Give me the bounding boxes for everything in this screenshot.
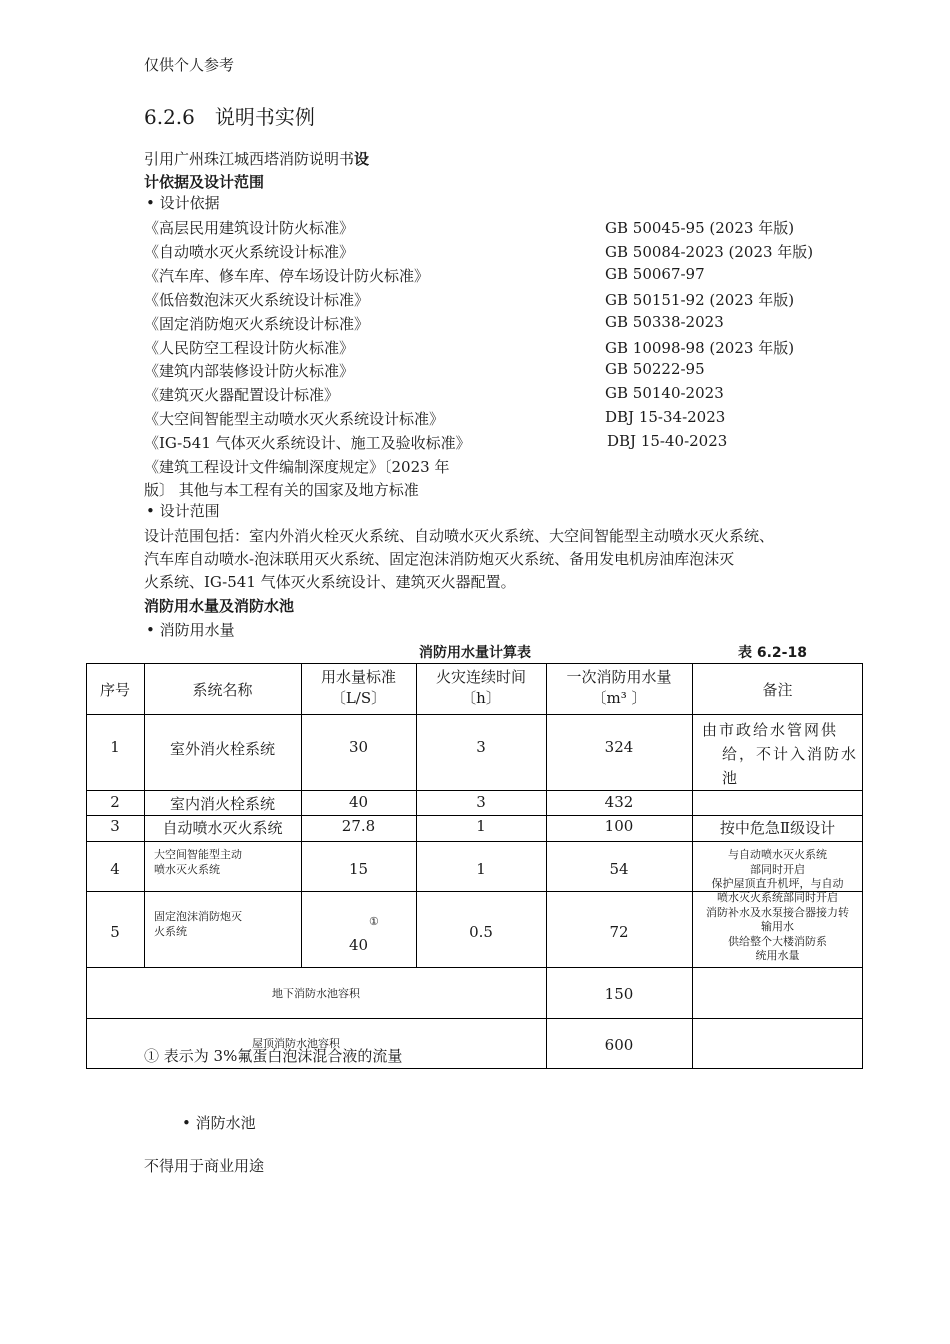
scope-text: 汽车库自动喷水-泡沫联用灭火系统、固定泡沫消防炮灭火系统、备用发电机房油库泡沫灭 — [144, 550, 735, 568]
scope-text: 火系统、IG-541 气体灭火系统设计、建筑灭火器配置。 — [144, 573, 516, 591]
row1-remark: 池 — [722, 769, 738, 787]
header-seq: 序号 — [99, 681, 130, 699]
row3-remark: 按中危急Ⅱ级设计 — [719, 819, 836, 837]
row4-remark: 保护屋顶直升机坪，与自动 — [711, 877, 844, 890]
row4-seq: 4 — [110, 860, 120, 878]
row2-seq: 2 — [110, 793, 120, 811]
row5-system: 火系统 — [154, 925, 187, 938]
row4-vol: 54 — [609, 860, 629, 878]
header-dur-line2: 〔h〕 — [461, 689, 501, 707]
standard-code: GB 50084-2023 (2023 年版) — [605, 243, 814, 261]
footer-note: 不得用于商业用途 — [144, 1157, 265, 1175]
standard-name: 《低倍数泡沫灭火系统设计标准》 — [144, 291, 370, 309]
row1-remark: 由市政给水管网供 — [702, 721, 839, 739]
row5-seq: 5 — [110, 923, 120, 941]
row3-std: 27.8 — [341, 817, 376, 835]
standard-name: 《建筑内部装修设计防火标准》 — [144, 362, 355, 380]
standard-name: 《高层民用建筑设计防火标准》 — [144, 219, 355, 237]
row5-std-mark: ① — [369, 915, 379, 928]
row1-vol: 324 — [604, 738, 634, 756]
header-note: 仅供个人参考 — [144, 56, 235, 74]
section-title: 6.2.6 说明书实例 — [144, 105, 315, 129]
standard-name: 《自动喷水灭火系统设计标准》 — [144, 243, 355, 261]
standard-code: GB 50067-97 — [605, 265, 705, 283]
row3-seq: 3 — [110, 817, 120, 835]
row1-system: 室外消火栓系统 — [169, 740, 275, 758]
row1-dur: 3 — [476, 738, 486, 756]
standard-last-line: 版〕 其他与本工程有关的国家及地方标准 — [144, 481, 419, 499]
standard-code: GB 10098-98 (2023 年版) — [605, 339, 795, 357]
standard-name: 《人民防空工程设计防火标准》 — [144, 339, 355, 357]
standard-name: 《固定消防炮灭火系统设计标准》 — [144, 315, 370, 333]
header-std-line2: 〔L/S〕 — [330, 689, 387, 707]
table-caption: 消防用水量计算表 — [419, 645, 531, 661]
header-dur-line1: 火灾连续时间 — [435, 668, 526, 686]
row1-std: 30 — [348, 738, 369, 756]
bullet-design-basis: • 设计依据 — [146, 194, 220, 212]
row2-dur: 3 — [476, 793, 486, 811]
standard-name: 《建筑灭火器配置设计标准》 — [144, 386, 340, 404]
row5-remark: 喷水灭火系统部同时开启 — [717, 891, 838, 904]
table-footnote: ① 表示为 3%氟蛋白泡沫混合液的流量 — [144, 1047, 403, 1065]
row5-vol: 72 — [609, 923, 629, 941]
row4-dur: 1 — [476, 860, 486, 878]
row4-std: 15 — [348, 860, 369, 878]
row4-system: 喷水灭火系统 — [154, 863, 220, 876]
row3-dur: 1 — [476, 817, 486, 835]
row3-vol: 100 — [604, 817, 634, 835]
row5-remark: 统用水量 — [755, 949, 800, 962]
header-vol-line1: 一次消防用水量 — [566, 668, 672, 686]
heading-water-use-pool: 消防用水量及消防水池 — [144, 597, 295, 615]
row5-std: 40 — [348, 936, 369, 954]
row5-dur: 0.5 — [469, 923, 493, 941]
table-number: 表 6.2-18 — [738, 645, 807, 661]
scope-text: 设计范围包括：室内外消火栓灭火系统、自动喷水灭火系统、大空间智能型主动喷水灭火系统、 — [144, 527, 775, 545]
header-system: 系统名称 — [192, 681, 253, 699]
standard-code: DBJ 15-40-2023 — [607, 432, 728, 450]
row3-system: 自动喷水灭火系统 — [162, 819, 283, 837]
row2-std: 40 — [348, 793, 369, 811]
header-remark: 备注 — [762, 681, 793, 699]
intro-text: 引用广州珠江城西塔消防说明书 — [144, 150, 355, 168]
water-use-table — [86, 663, 863, 1069]
standard-code: GB 50140-2023 — [605, 384, 724, 402]
roof-pool-label: 屋顶消防水池容积 — [252, 1037, 340, 1050]
standard-name: 《IG-541 气体灭火系统设计、施工及验收标准》 — [144, 434, 471, 452]
standard-name: 《汽车库、修车库、停车场设计防火标准》 — [144, 267, 430, 285]
underground-pool-volume: 150 — [604, 985, 634, 1003]
bullet-fire-pool: • 消防水池 — [182, 1114, 256, 1132]
row4-remark: 部同时开启 — [750, 863, 805, 876]
row4-system: 大空间智能型主动 — [154, 848, 242, 861]
row2-vol: 432 — [604, 793, 634, 811]
heading-design-basis-scope: 计依据及设计范围 — [144, 173, 265, 191]
roof-pool-volume: 600 — [604, 1036, 634, 1054]
bullet-water-use: • 消防用水量 — [146, 621, 235, 639]
standard-code: GB 50222-95 — [605, 360, 705, 378]
row5-system: 固定泡沫消防炮灭 — [154, 910, 242, 923]
row5-remark: 输用水 — [761, 920, 794, 933]
row5-remark: 消防补水及水泵接合器接力转 — [706, 906, 849, 919]
row4-remark: 与自动喷水灭火系统 — [728, 848, 827, 861]
standard-code: GB 50151-92 (2023 年版) — [605, 291, 795, 309]
row1-remark: 给，不计入消防水 — [722, 745, 859, 763]
intro-bold-tail: 设 — [354, 150, 370, 168]
bullet-design-scope: • 设计范围 — [146, 502, 220, 520]
header-std-line1: 用水量标准 — [320, 668, 396, 686]
standard-code: DBJ 15-34-2023 — [605, 408, 726, 426]
header-vol-line2: 〔m³ 〕 — [591, 689, 647, 707]
row5-remark: 供给整个大楼消防系 — [728, 935, 827, 948]
row1-seq: 1 — [110, 738, 120, 756]
standard-last-line: 《建筑工程设计文件编制深度规定》〔2023 年 — [144, 458, 450, 476]
underground-pool-label: 地下消防水池容积 — [272, 987, 360, 1000]
standard-code: GB 50045-95 (2023 年版) — [605, 219, 795, 237]
standard-name: 《大空间智能型主动喷水灭火系统设计标准》 — [144, 410, 445, 428]
row2-system: 室内消火栓系统 — [169, 795, 275, 813]
intro-line — [144, 148, 369, 169]
standard-code: GB 50338-2023 — [605, 313, 724, 331]
